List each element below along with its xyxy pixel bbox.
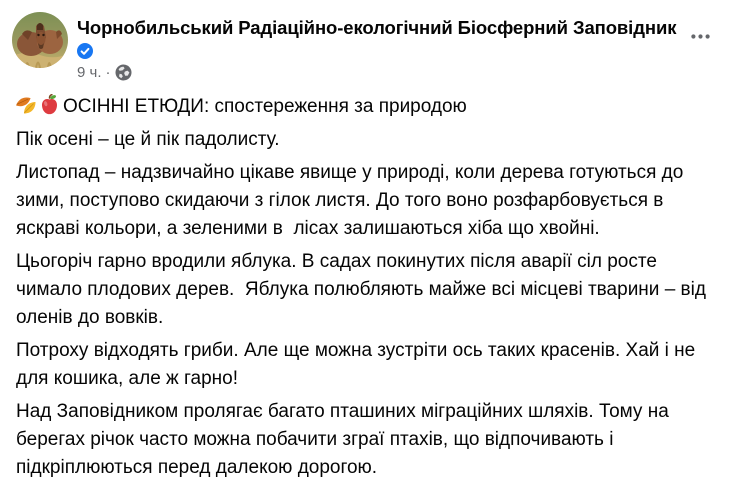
horses-photo-avatar xyxy=(12,12,68,68)
globe-icon xyxy=(115,64,132,81)
post-text xyxy=(0,82,732,503)
post-paragraph: Над Заповідником пролягає багато пташиних міграційних шляхів. Тому на берегах річок часто можна побачити зграї птахів, що відпочивають і підкріплюються перед далекою дорогою. xyxy=(16,401,675,478)
header-info xyxy=(77,12,676,82)
verified-badge-icon xyxy=(77,43,93,59)
fallen-leaf-emoji xyxy=(16,94,37,115)
post-meta xyxy=(77,63,676,82)
post-paragraph: Потроху відходять гриби. Але ще можна зустріти ось таких красенів. Хай і не для кошика, але ж гарно! xyxy=(16,340,701,389)
post-menu-button[interactable] xyxy=(684,24,716,48)
meta-separator: · xyxy=(105,64,111,81)
post-paragraph: Листопад – надзвичайно цікаве явище у природі, коли дерева готуються до зими, поступово скидаючи з гілок листя. До того воно розфарбовується в яскраві кольори, а зеленими в лісах залишаються хіба що хвойні. xyxy=(16,162,689,239)
post-timestamp[interactable]: 9 ч. xyxy=(77,64,102,81)
badge-row xyxy=(77,42,676,59)
post-paragraph: Цьогоріч гарно вродили яблука. В садах покинутих після аварії сіл росте чимало плодових дерев. Яблука полюбляють майже всі місцеві тварини – від оленів до вовків. xyxy=(16,251,712,328)
post-title xyxy=(16,93,716,121)
post-title-text: ОСІННІ ЕТЮДИ: спостереження за природою xyxy=(63,96,467,117)
page-name[interactable]: Чорнобильський Радіаційно-екологічний Біосферний Заповідник xyxy=(77,17,677,38)
post-header xyxy=(0,0,732,82)
red-apple-emoji xyxy=(39,94,60,115)
ellipsis-icon xyxy=(691,34,710,39)
page-avatar[interactable] xyxy=(12,12,68,68)
post-paragraph: Пік осені – це й пік падолисту. xyxy=(16,129,280,150)
